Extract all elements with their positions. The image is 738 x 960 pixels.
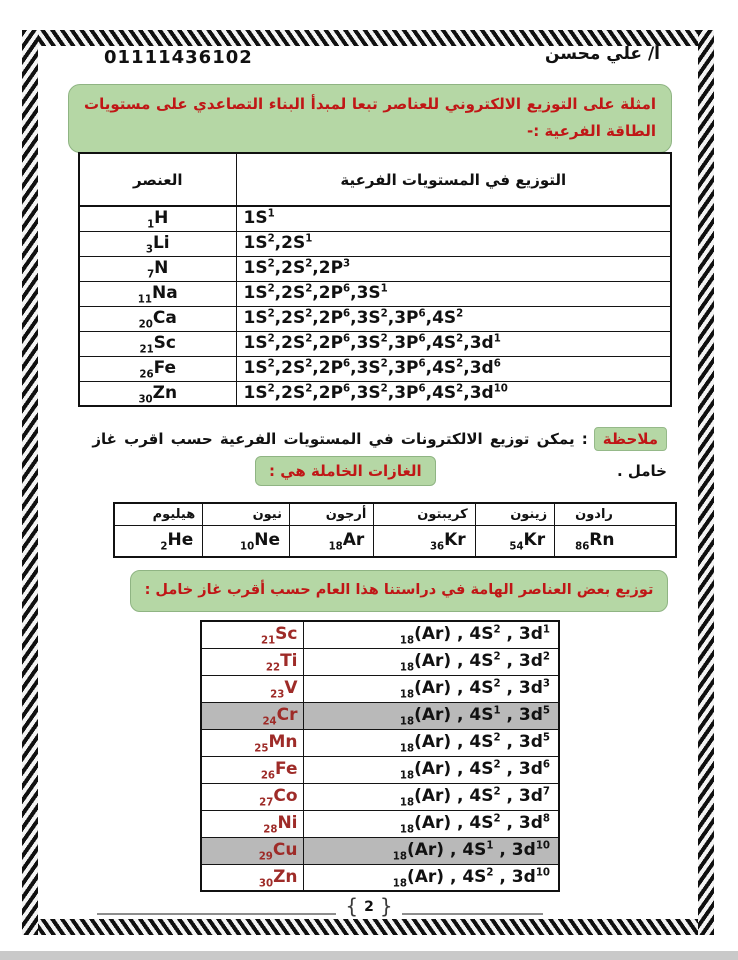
border-left-band <box>22 30 38 935</box>
inert-gases-label: الغازات الخاملة هي : <box>255 456 436 486</box>
note-text: : يمكن توزيع الالكترونات في المستويات الفرعية حسب اقرب غاز <box>92 430 588 448</box>
element-symbol: $_{30}$Zn <box>201 864 303 891</box>
electron-config: $1S^2,2S^2,2P^6,3S^1$ <box>236 281 671 306</box>
element-symbol: $_{26}$Fe <box>79 356 236 381</box>
important-elements-table <box>200 620 560 892</box>
noble-gas-name: كريبتون <box>374 503 475 525</box>
element-row <box>79 331 671 356</box>
element-row <box>201 810 559 837</box>
element-symbol: $_{29}$Cu <box>201 837 303 864</box>
note-label: ملاحظة <box>594 427 667 451</box>
element-symbol: $_{30}$Zn <box>79 381 236 406</box>
element-row <box>201 729 559 756</box>
element-row <box>79 381 671 406</box>
element-symbol: $_{24}$Cr <box>201 702 303 729</box>
border-bottom-band <box>22 919 714 935</box>
noble-gas-name: زينون <box>475 503 554 525</box>
noble-gas-config: $_{18}$(Ar) , $4S^2$ , $3d^6$ <box>303 756 559 783</box>
electron-config: $1S^2,2S^2,2P^6,3S^2,3P^6,4S^2$ <box>236 306 671 331</box>
border-right-band <box>698 30 714 935</box>
noble-gas-config: $_{18}$(Ar) , $4S^2$ , $3d^7$ <box>303 783 559 810</box>
noble-gas-config: $_{18}$(Ar) , $4S^1$ , $3d^{10}$ <box>303 837 559 864</box>
noble-gas-table <box>113 502 677 558</box>
noble-gas-name: أرجون <box>290 503 374 525</box>
element-symbol: $_{20}$Ca <box>79 306 236 331</box>
sublevel-distribution-table <box>78 152 672 407</box>
page-number: 2 <box>364 899 374 915</box>
phone-number: 01111436102 <box>104 47 253 68</box>
noble-gas-config: $_{18}$(Ar) , $4S^2$ , $3d^3$ <box>303 675 559 702</box>
element-row <box>201 837 559 864</box>
element-symbol: $_{21}$Sc <box>201 621 303 648</box>
element-row <box>201 864 559 891</box>
noble-gas-config: $_{18}$(Ar) , $4S^2$ , $3d^{10}$ <box>303 864 559 891</box>
element-row <box>79 256 671 281</box>
section-title-2: توزيع بعض العناصر الهامة في دراستنا هذا العام حسب أقرب غاز خامل : <box>130 570 668 612</box>
element-row <box>79 206 671 231</box>
element-row <box>201 648 559 675</box>
noble-gas-name: هيليوم <box>114 503 203 525</box>
element-symbol: $_{23}$V <box>201 675 303 702</box>
electron-config: $1S^2,2S^1$ <box>236 231 671 256</box>
element-symbol: $_{26}$Fe <box>201 756 303 783</box>
distribution-header-cell: التوزيع في المستويات الفرعية <box>236 153 671 206</box>
note-text-tail: خامل . <box>616 462 667 480</box>
noble-gas-config: $_{18}$(Ar) , $4S^2$ , $3d^1$ <box>303 621 559 648</box>
scan-edge-strip <box>0 951 738 960</box>
electron-config: $1S^2,2S^2,2P^6,3S^2,3P^6,4S^2,3d^1$ <box>236 331 671 356</box>
element-symbol: $_1$H <box>79 206 236 231</box>
noble-gas-symbol: $_{86}$Rn <box>555 525 676 557</box>
electron-config: $1S^2,2S^2,2P^3$ <box>236 256 671 281</box>
noble-gas-symbol: $_{10}$Ne <box>203 525 290 557</box>
note-line-1 <box>88 427 667 451</box>
noble-gas-config: $_{18}$(Ar) , $4S^2$ , $3d^5$ <box>303 729 559 756</box>
noble-gas-config: $_{18}$(Ar) , $4S^1$ , $3d^5$ <box>303 702 559 729</box>
element-symbol: $_3$Li <box>79 231 236 256</box>
noble-gas-symbol: $_{36}$Kr <box>374 525 475 557</box>
footer-brace-left: { <box>345 894 359 918</box>
section-title-1: امثلة على التوزيع الالكتروني للعناصر تبعا لمبدأ البناء التصاعدي على مستويات الطاقة الفرعية :- <box>68 84 672 153</box>
element-symbol: $_{28}$Ni <box>201 810 303 837</box>
element-row <box>201 675 559 702</box>
teacher-name: أ/ علي محسن <box>545 44 660 64</box>
element-symbol: $_{27}$Co <box>201 783 303 810</box>
electron-config: $1S^1$ <box>236 206 671 231</box>
element-row <box>79 281 671 306</box>
element-row <box>79 356 671 381</box>
footer-page-number <box>336 894 402 918</box>
noble-gas-symbol: $_{18}$Ar <box>290 525 374 557</box>
noble-gas-names-row <box>114 503 676 525</box>
element-symbol: $_{21}$Sc <box>79 331 236 356</box>
noble-gas-symbol: $_2$He <box>114 525 203 557</box>
element-row <box>79 306 671 331</box>
footer-rule <box>97 913 543 915</box>
element-header-cell: العنصر <box>79 153 236 206</box>
element-row <box>201 702 559 729</box>
element-row <box>201 756 559 783</box>
element-row <box>79 231 671 256</box>
noble-gas-name: نيون <box>203 503 290 525</box>
electron-config: $1S^2,2S^2,2P^6,3S^2,3P^6,4S^2,3d^{10}$ <box>236 381 671 406</box>
element-symbol: $_{11}$Na <box>79 281 236 306</box>
footer-brace-right: } <box>379 894 393 918</box>
electron-config: $1S^2,2S^2,2P^6,3S^2,3P^6,4S^2,3d^6$ <box>236 356 671 381</box>
element-symbol: $_{25}$Mn <box>201 729 303 756</box>
noble-gas-config: $_{18}$(Ar) , $4S^2$ , $3d^8$ <box>303 810 559 837</box>
noble-gas-config: $_{18}$(Ar) , $4S^2$ , $3d^2$ <box>303 648 559 675</box>
element-symbol: $_7$N <box>79 256 236 281</box>
element-symbol: $_{22}$Ti <box>201 648 303 675</box>
element-row <box>201 783 559 810</box>
table-header-row <box>79 153 671 206</box>
noble-gas-name: رادون <box>555 503 676 525</box>
noble-gas-symbols-row <box>114 525 676 557</box>
element-row <box>201 621 559 648</box>
noble-gas-symbol: $_{54}$Kr <box>475 525 554 557</box>
note-line-2 <box>68 456 667 492</box>
